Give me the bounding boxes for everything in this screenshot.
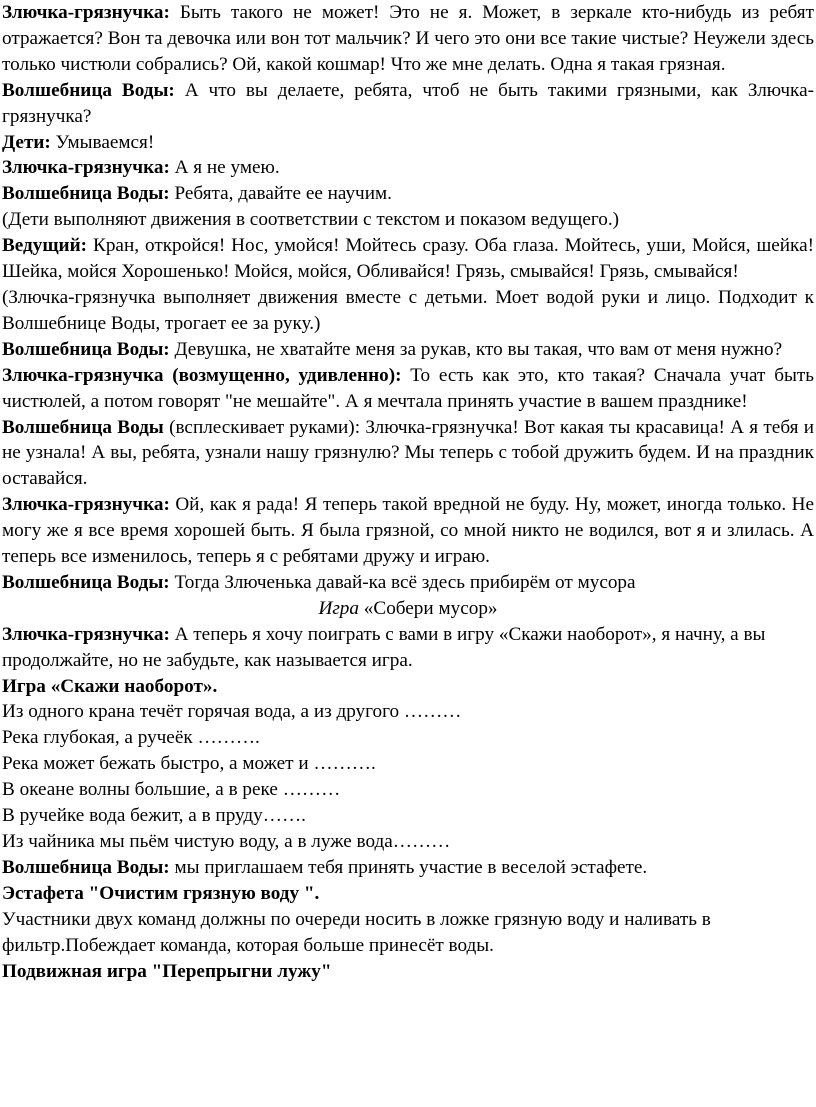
speaker-name: Волшебница Воды: (2, 183, 170, 205)
stage-direction (2, 207, 814, 233)
dialogue-paragraph (2, 570, 814, 596)
game-line: Из одного крана течёт горячая вода, а из другого ……… (2, 701, 462, 723)
speaker-name: Волшебница Воды (2, 416, 164, 438)
dialogue-text: Умываемся! (50, 131, 155, 153)
speaker-name: Злючка-грязнучка: (2, 494, 170, 516)
dialogue-text: Быть такого не может! Это не я. Может, в зеркале кто-нибудь из ребят отражается? Вон та девочка или вон тот мальчик? И чего это они все такие чистые? Неужели здесь только чистюли собрались? Ой, какой кошмар! Что же мне делать. Одна я такая грязная. (2, 2, 814, 75)
dialogue-paragraph (2, 181, 814, 207)
stage-direction-text: (Дети выполняют движения в соответствии с текстом и показом ведущего.) (2, 209, 620, 231)
dialogue-text: То есть как это, кто такая? Сначала учат быть чистюлей, а потом говорят "не мешайте". А я мечтала принять участие в вашем празднике! (2, 364, 814, 412)
game-line: Река глубокая, а ручеёк ………. (2, 727, 260, 749)
speaker-name: Волшебница Воды: (2, 571, 170, 593)
dialogue-paragraph (2, 233, 814, 285)
speaker-name: Злючка-грязнучка (возмущенно, удивленно): (2, 364, 402, 386)
dialogue-paragraph (2, 337, 814, 363)
dialogue-paragraph (2, 0, 814, 78)
dialogue-paragraph (2, 130, 814, 156)
speaker-name: Волшебница Воды: (2, 338, 170, 360)
dialogue-paragraph (2, 855, 814, 881)
game-line: Из чайника мы пьём чистую воду, а в луже вода……… (2, 831, 451, 852)
dialogue-paragraph (2, 155, 814, 181)
relay-title (2, 881, 814, 907)
game-line: В океане волны большие, а в реке ……… (2, 779, 341, 801)
game-line: Река может бежать быстро, а может и ………. (2, 753, 376, 775)
stage-direction (2, 285, 814, 337)
speaker-name: Волшебница Воды: (2, 79, 175, 101)
last-game-title-text: Подвижная игра "Перепрыгни лужу" (2, 960, 332, 982)
dialogue-text: А я не умею. (169, 157, 280, 179)
game-heading-italic: Игра (318, 597, 359, 619)
dialogue-text: А теперь я хочу поиграть с вами в игру «Скажи наоборот», я начну, а вы продолжайте, но не забудьте, как называется игра. (2, 623, 766, 671)
speaker-name: Злючка-грязнучка: (2, 2, 170, 23)
game-heading-text: «Собери мусор» (359, 597, 498, 619)
relay-description: Участники двух команд должны по очереди носить в ложке грязную воду и наливать в фильтр.Побеждает команда, которая больше принесёт воды. (2, 908, 711, 956)
dialogue-text: Тогда Злюченька давай-ка всё здесь прибирём от мусора (169, 571, 636, 593)
dialogue-text: Кран, откройся! Нос, умойся! Мойтесь сразу. Оба глаза. Мойтесь, уши, Мойся, шейка! Шейка, мойся Хорошенько! Мойся, мойся, Обливайся! Грязь, смывайся! Грязь, смывайся! (2, 235, 814, 283)
game-line: В ручейке вода бежит, а в пруду……. (2, 805, 306, 827)
dialogue-text: А что вы делаете, ребята, чтоб не быть такими грязными, как Злючка-грязнучка? (2, 79, 814, 127)
relay-title-text: Эстафета "Очистим грязную воду ". (2, 882, 320, 904)
speaker-name: Дети: (2, 131, 51, 153)
stage-direction-text: (Злючка-грязнучка выполняет движения вместе с детьми. Моет водой руки и лицо. Подходит к Волшебнице Воды, трогает ее за руку.) (2, 286, 814, 334)
dialogue-text: мы приглашаем тебя принять участие в веселой эстафете. (169, 856, 648, 878)
dialogue-text: Девушка, не хватайте меня за рукав, кто вы такая, что вам от меня нужно? (169, 338, 783, 360)
dialogue-text: Ребята, давайте ее научим. (169, 183, 392, 205)
dialogue-text: (всплескивает руками): Злючка-грязнучка! Вот какая ты красавица! А я тебя и не узнала! А вы, ребята, узнали нашу грязнулю? Мы теперь с тобой дружить будем. И на праздник оставайся. (2, 416, 814, 490)
dialogue-paragraph (2, 492, 814, 570)
dialogue-paragraph (2, 78, 814, 130)
speaker-name: Волшебница Воды: (2, 856, 170, 878)
dialogue-paragraph (2, 622, 814, 674)
speaker-name: Злючка-грязнучка: (2, 623, 170, 645)
game-title (2, 674, 814, 700)
speaker-name: Ведущий: (2, 235, 88, 257)
game-title-text: Игра «Скажи наоборот». (2, 675, 218, 697)
dialogue-paragraph (2, 363, 814, 415)
dialogue-text: Ой, как я рада! Я теперь такой вредной не буду. Ну, может, иногда только. Не могу же я все время хорошей быть. Я была грязной, со мной никто не водился, вот я и злилась. А теперь все изменилось, теперь я с ребятами дружу и играю. (2, 494, 814, 568)
dialogue-paragraph (2, 415, 814, 493)
game-heading (2, 596, 814, 622)
last-game-title (2, 959, 814, 985)
speaker-name: Злючка-грязнучка: (2, 157, 170, 179)
